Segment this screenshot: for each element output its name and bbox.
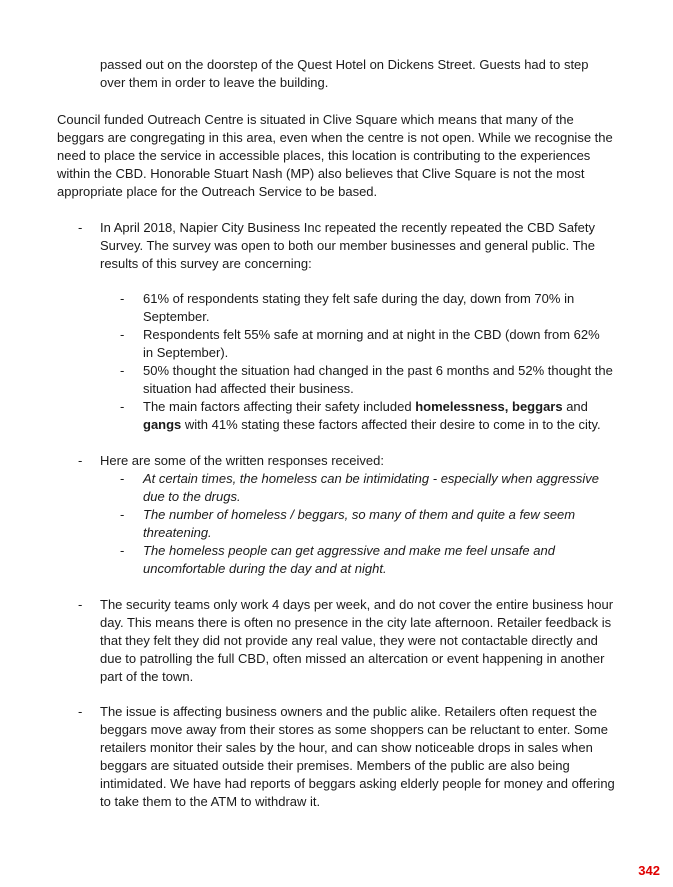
survey-text: In April 2018, Napier City Business Inc repeated the recently repeated the CBD Safety Survey. The survey was open to both our member businesses and general public. The results of this survey are concerning:	[100, 220, 596, 271]
survey-result-text: 50% thought the situation had changed in the past 6 months and 52% thought the situation had affected their business.	[143, 363, 613, 396]
bullet-dash: -	[120, 363, 125, 378]
factors-text-end: with 41% stating these factors affected their desire to come in to the city.	[181, 417, 601, 432]
factors-highlight-gangs: gangs	[143, 417, 182, 432]
intro-continuation: passed out on the doorstep of the Quest Hotel on Dickens Street. Guests had to step over them in order to leave the building.	[100, 57, 589, 90]
response-quote: At certain times, the homeless can be intimidating - especially when aggressive due to the drugs.	[143, 471, 599, 504]
factors-highlight-homelessness: homelessness, beggars	[415, 399, 563, 414]
bullet-dash: -	[120, 327, 125, 342]
bullet-dash: -	[78, 220, 83, 235]
bullet-dash: -	[120, 399, 125, 414]
factors-text-start: The main factors affecting their safety included	[143, 399, 416, 414]
responses-intro: Here are some of the written responses received:	[100, 453, 384, 468]
page-number: 342	[638, 863, 660, 878]
security-text: The security teams only work 4 days per week, and do not cover the entire business hour day. This means there is often no presence in the city late afternoon. Retailer feedback is that they felt they did not provide any real value, they were not contactable directly and due to patrolling the full CBD, often missed an altercation or event happening in another part of the town.	[100, 597, 614, 684]
survey-factors-text	[143, 398, 613, 434]
bullet-dash: -	[120, 507, 125, 522]
factors-text-and: and	[562, 399, 588, 414]
survey-result-text: 61% of respondents stating they felt safe during the day, down from 70% in September.	[143, 291, 575, 324]
bullet-dash: -	[78, 704, 83, 719]
bullet-dash: -	[120, 543, 125, 558]
outreach-paragraph: Council funded Outreach Centre is situated in Clive Square which means that many of the beggars are congregating in this area, even when the centre is not open. While we recognise the need to place the service in accessible places, this location is contributing to the experiences within the CBD. Honorable Stuart Nash (MP) also believes that Clive Square is not the most appropriate place for the Outreach Service to be based.	[57, 112, 613, 199]
issue-text: The issue is affecting business owners and the public alike. Retailers often request the beggars move away from their stores as some shoppers can be reluctant to enter. Some retailers monitor their sales by the hour, and can show noticeable drops in sales when beggars are situated outside their premises. Members of the public are also being intimidated. We have had reports of beggars asking elderly people for money and offering to take them to the ATM to withdraw it.	[100, 704, 615, 809]
bullet-dash: -	[120, 291, 125, 306]
survey-result-text: Respondents felt 55% safe at morning and at night in the CBD (down from 62% in September).	[143, 327, 600, 360]
bullet-dash: -	[78, 453, 83, 468]
bullet-dash: -	[120, 471, 125, 486]
response-quote: The number of homeless / beggars, so many of them and quite a few seem threatening.	[143, 507, 576, 540]
bullet-dash: -	[78, 597, 83, 612]
response-quote: The homeless people can get aggressive and make me feel unsafe and uncomfortable during the day and at night.	[143, 543, 555, 576]
